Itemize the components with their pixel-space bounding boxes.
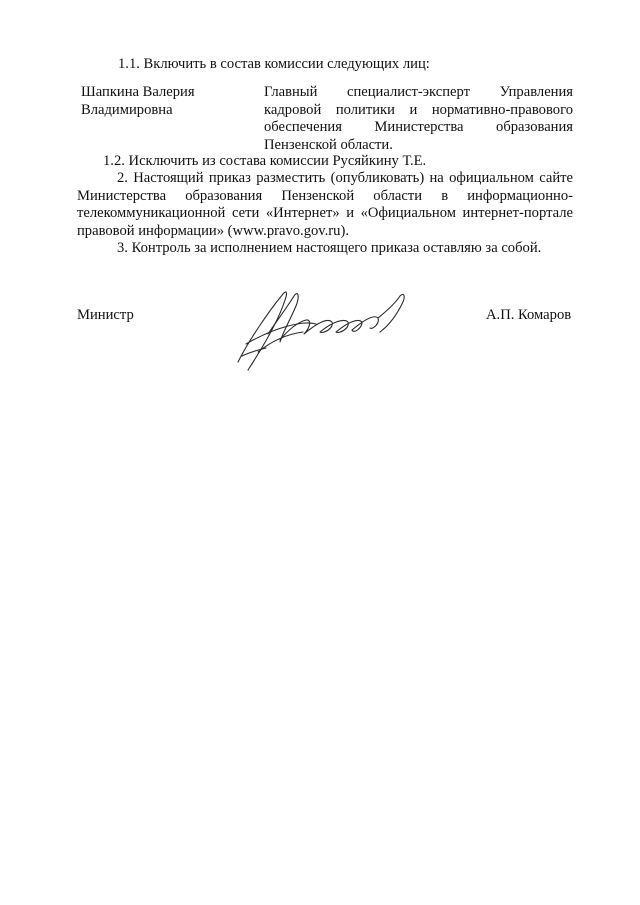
- item-2: 2. Настоящий приказ разместить (опубликовать) на официальном сайте Министерства образования Пензенской области в информационно-телекоммуникационной сети «Интернет» и «Официальном интернет-портале правовой информации» (www.pravo.gov.ru).: [77, 170, 573, 239]
- member-position: Главный специалист-эксперт Управления кадровой политики и нормативно-правового обеспечения Министерства образования Пензенской области.: [264, 84, 573, 153]
- handwritten-signature: [228, 282, 418, 374]
- signatory-name: А.П. Комаров: [486, 307, 572, 323]
- item-3: 3. Контроль за исполнением настоящего приказа оставляю за собой.: [117, 240, 542, 256]
- signatory-title: Министр: [77, 307, 134, 323]
- item-1-1: 1.1. Включить в состав комиссии следующих лиц:: [118, 56, 430, 72]
- item-1-2: 1.2. Исключить из состава комиссии Русяйкину Т.Е.: [103, 153, 427, 169]
- member-name: Шапкина Валерия Владимировна: [81, 84, 195, 118]
